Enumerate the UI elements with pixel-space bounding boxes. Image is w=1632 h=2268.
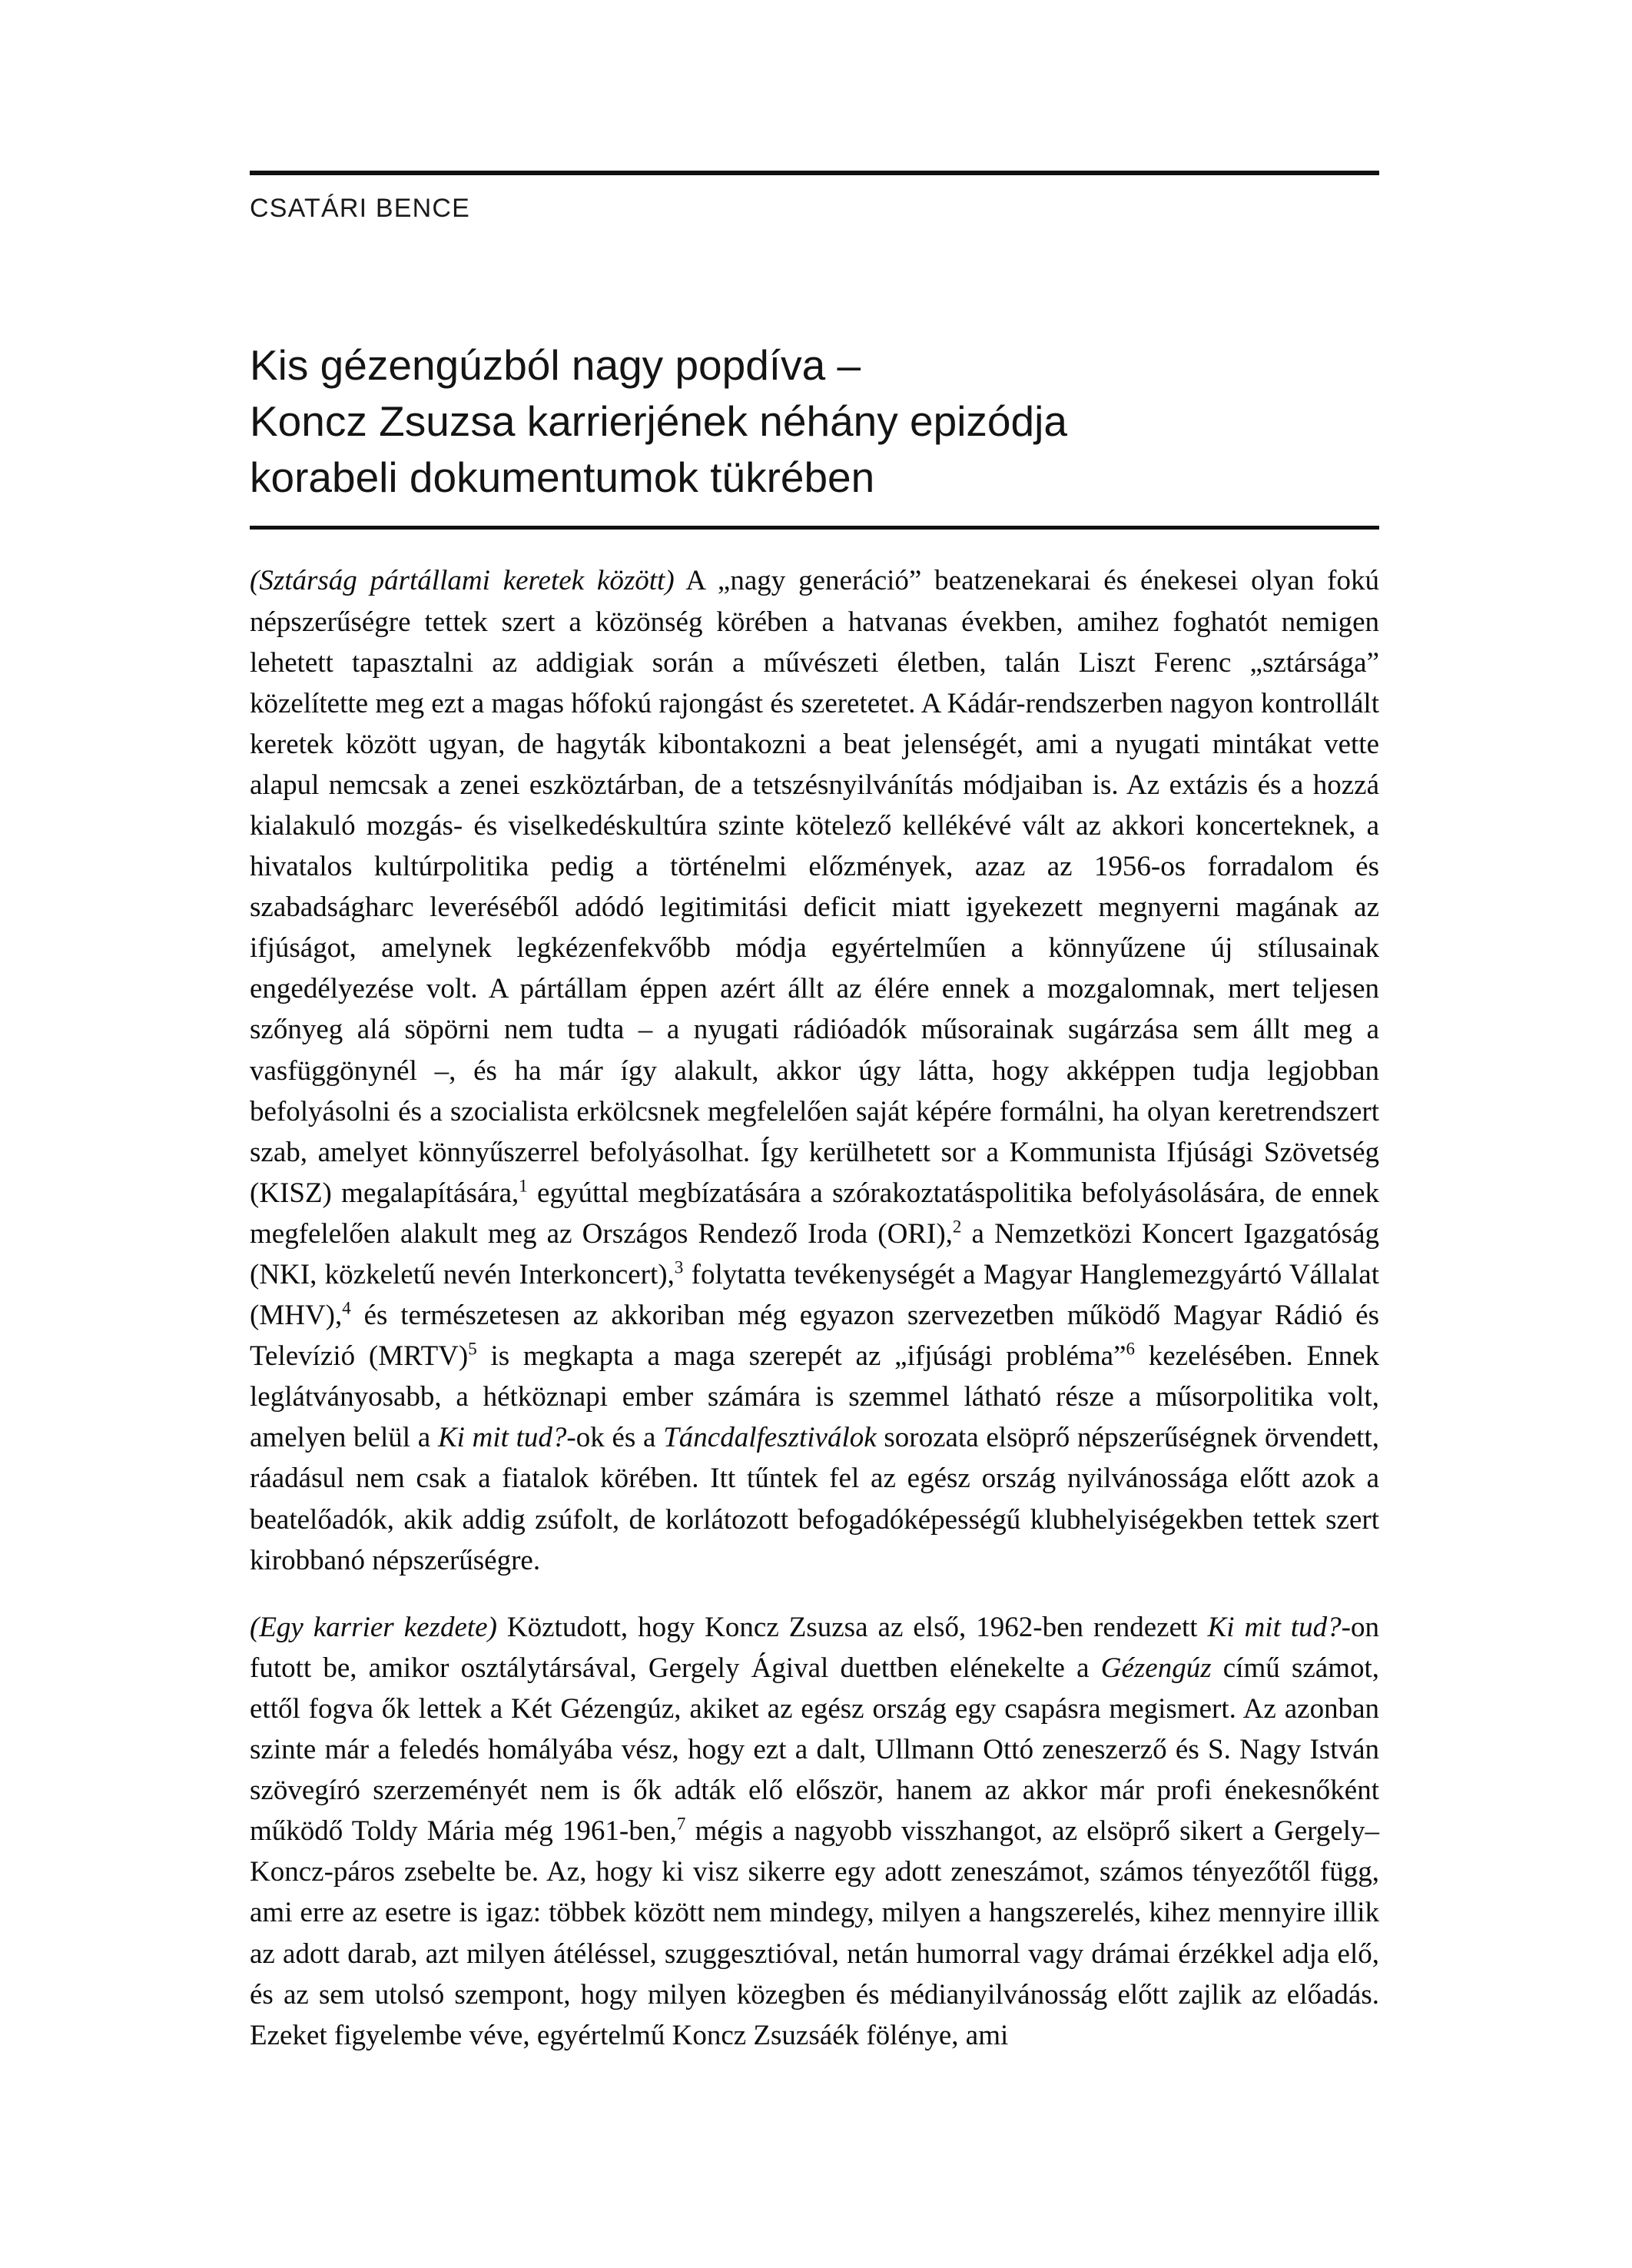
paragraph-sztarsag	[250, 560, 1379, 1580]
paragraph-1-part-3: a Nemzetközi Koncert Igazgatóság (NKI, közkeletű nevén Interkoncert),	[250, 1217, 1380, 1291]
paragraph-2-part-1: Köztudott, hogy Koncz Zsuzsa az első, 1962-ben rendezett	[496, 1611, 1208, 1643]
title-mention-ki-mit-tud-1: Ki mit tud?	[437, 1422, 567, 1454]
title-mention-ki-mit-tud-2: Ki mit tud?	[1207, 1611, 1342, 1643]
title-line-1: Kis gézengúzból nagy popdíva –	[250, 341, 861, 389]
title-bottom-rule	[250, 526, 1379, 530]
title-line-3: korabeli dokumentumok tükrében	[250, 453, 875, 502]
section-lead-1: (Sztárság pártállami keretek között)	[250, 565, 675, 597]
paragraph-1-part-7: kezelésében. Ennek leglátványosabb, a hétköznapi ember számára is szemmel látható része a műsorpolitika volt, amelyen belül a	[250, 1340, 1379, 1454]
page-title	[250, 337, 1379, 506]
footnote-ref-2[interactable]: 2	[952, 1217, 962, 1237]
footnote-ref-1[interactable]: 1	[519, 1176, 528, 1196]
paragraph-2-part-4: mégis a nagyobb visszhangot, az elsöprő sikert a Gergely–Koncz-páros zsebelte be. Az, hogy ki visz sikerre egy adott zeneszámot, számos tényezőtől függ, ami erre az esetre is igaz: többek között nem mindegy, milyen a hangszerelés, kihez mennyire illik az adott darab, azt milyen átéléssel, szuggesztióval, netán humorral vagy drámai érzékkel adja elő, és az sem utolsó szempont, hogy milyen közegben és médianyilvánosság előtt zajlik az előadás. Ezeket figyelembe véve, egyértelmű Koncz Zsuzsáék fölénye, ami	[250, 1815, 1379, 2051]
paragraph-1-part-6: is megkapta a maga szerepét az „ifjúsági probléma”	[476, 1340, 1126, 1373]
title-mention-tancdalfesztivalok: Táncdalfesztiválok	[663, 1422, 877, 1454]
paragraph-1-part-4: folytatta tevékenységét a Magyar Hanglemezgyártó Vállalat (MHV),	[250, 1259, 1379, 1332]
footnote-ref-7[interactable]: 7	[676, 1814, 686, 1834]
footnote-ref-4[interactable]: 4	[342, 1298, 351, 1318]
paragraph-1-part-5: és természetesen az akkoriban még egyazon szervezetben működő Magyar Rádió és Televízió (MRTV)	[250, 1300, 1379, 1373]
section-lead-2: (Egy karrier kezdete)	[250, 1611, 497, 1643]
paragraph-2-part-2: -on futott be, amikor osztálytársával, Gergely Ágival duettben elénekelte a	[250, 1611, 1379, 1684]
paragraph-1-part-1: A „nagy generáció” beatzenekarai és énekesei olyan fokú népszerűségre tettek szert a közönség körében a hatvanas években, amihez foghatót nemigen lehetett tapasztalni az addigiak során a művészeti életben, talán Liszt Ferenc „sztársága” közelítette meg ezt a magas hőfokú rajongást és szeretetet. A Kádár-rendszerben nagyon kontrollált keretek között ugyan, de hagyták kibontakozni a beat jelenségét, ami a nyugati mintákat vette alapul nemcsak a zenei eszköztárban, de a tetszésnyilvánítás módjaiban is. Az extázis és a hozzá kialakuló mozgás- és viselkedéskultúra szinte kötelező kellékévé vált az akkori koncerteknek, a hivatalos kultúrpolitika pedig a történelmi előzmények, azaz az 1956-os forradalom és szabadságharc leveréséből adódó legitimitási deficit miatt igyekezett megnyerni magának az ifjúságot, amelynek legkézenfekvőbb módja egyértelműen a könnyűzene új stílusainak engedélyezése volt. A pártállam éppen azért állt az élére ennek a mozgalomnak, mert teljesen szőnyeg alá söpörni nem tudta – a nyugati rádióadók műsorainak sugárzása sem állt meg a vasfüggönynél –, és ha már így alakult, akkor úgy látta, hogy akképpen tudja legjobban befolyásolni és a szocialista erkölcsnek megfelelően saját képére formálni, ha olyan keretrendszert szab, amelyet könnyűszerrel befolyásolhat. Így kerülhetett sor a Kommunista Ifjúsági Szövetség (KISZ) megalapítására,	[250, 565, 1379, 1209]
page-content	[250, 171, 1379, 2056]
footnote-ref-3[interactable]: 3	[674, 1257, 684, 1277]
paragraph-1-part-8: -ok és a	[566, 1422, 664, 1454]
paragraph-2-part-3: című számot, ettől fogva ők lettek a Két Gézengúz, akiket az egész ország egy csapásra megismert. Az azonban szinte már a feledés homályába vész, hogy ezt a dalt, Ullmann Ottó zeneszerző és S. Nagy István szövegíró szerzeményét nem is ők adták elő először, hanem az akkor már profi énekesnőként működő Toldy Mária még 1961-ben,	[250, 1652, 1379, 1848]
author-name: CSATÁRI BENCE	[250, 194, 471, 223]
top-rule	[250, 171, 1379, 175]
footnote-ref-5[interactable]: 5	[468, 1339, 477, 1359]
title-mention-gezenguz: Gézengúz	[1100, 1652, 1212, 1684]
paragraph-1-part-2: egyúttal megbízatására a szórakoztatáspolitika befolyásolására, de ennek megfelelően alakult meg az Országos Rendező Iroda (ORI),	[250, 1177, 1379, 1250]
footnote-ref-6[interactable]: 6	[1126, 1339, 1135, 1359]
title-line-2: Koncz Zsuzsa karrierjének néhány epizódja	[250, 397, 1067, 446]
paragraph-egy-karrier-kezdete	[250, 1607, 1379, 2056]
paragraph-1-part-9: sorozata elsöprő népszerűségnek örvendett, ráadásul nem csak a fiatalok körében. Itt tűntek fel az egész ország nyilvánossága előtt azok a beatelőadók, akik addig zsúfolt, de korlátozott befogadóképességű klubhelyiségekben tettek szert kirobbanó népszerűségre.	[250, 1422, 1379, 1576]
